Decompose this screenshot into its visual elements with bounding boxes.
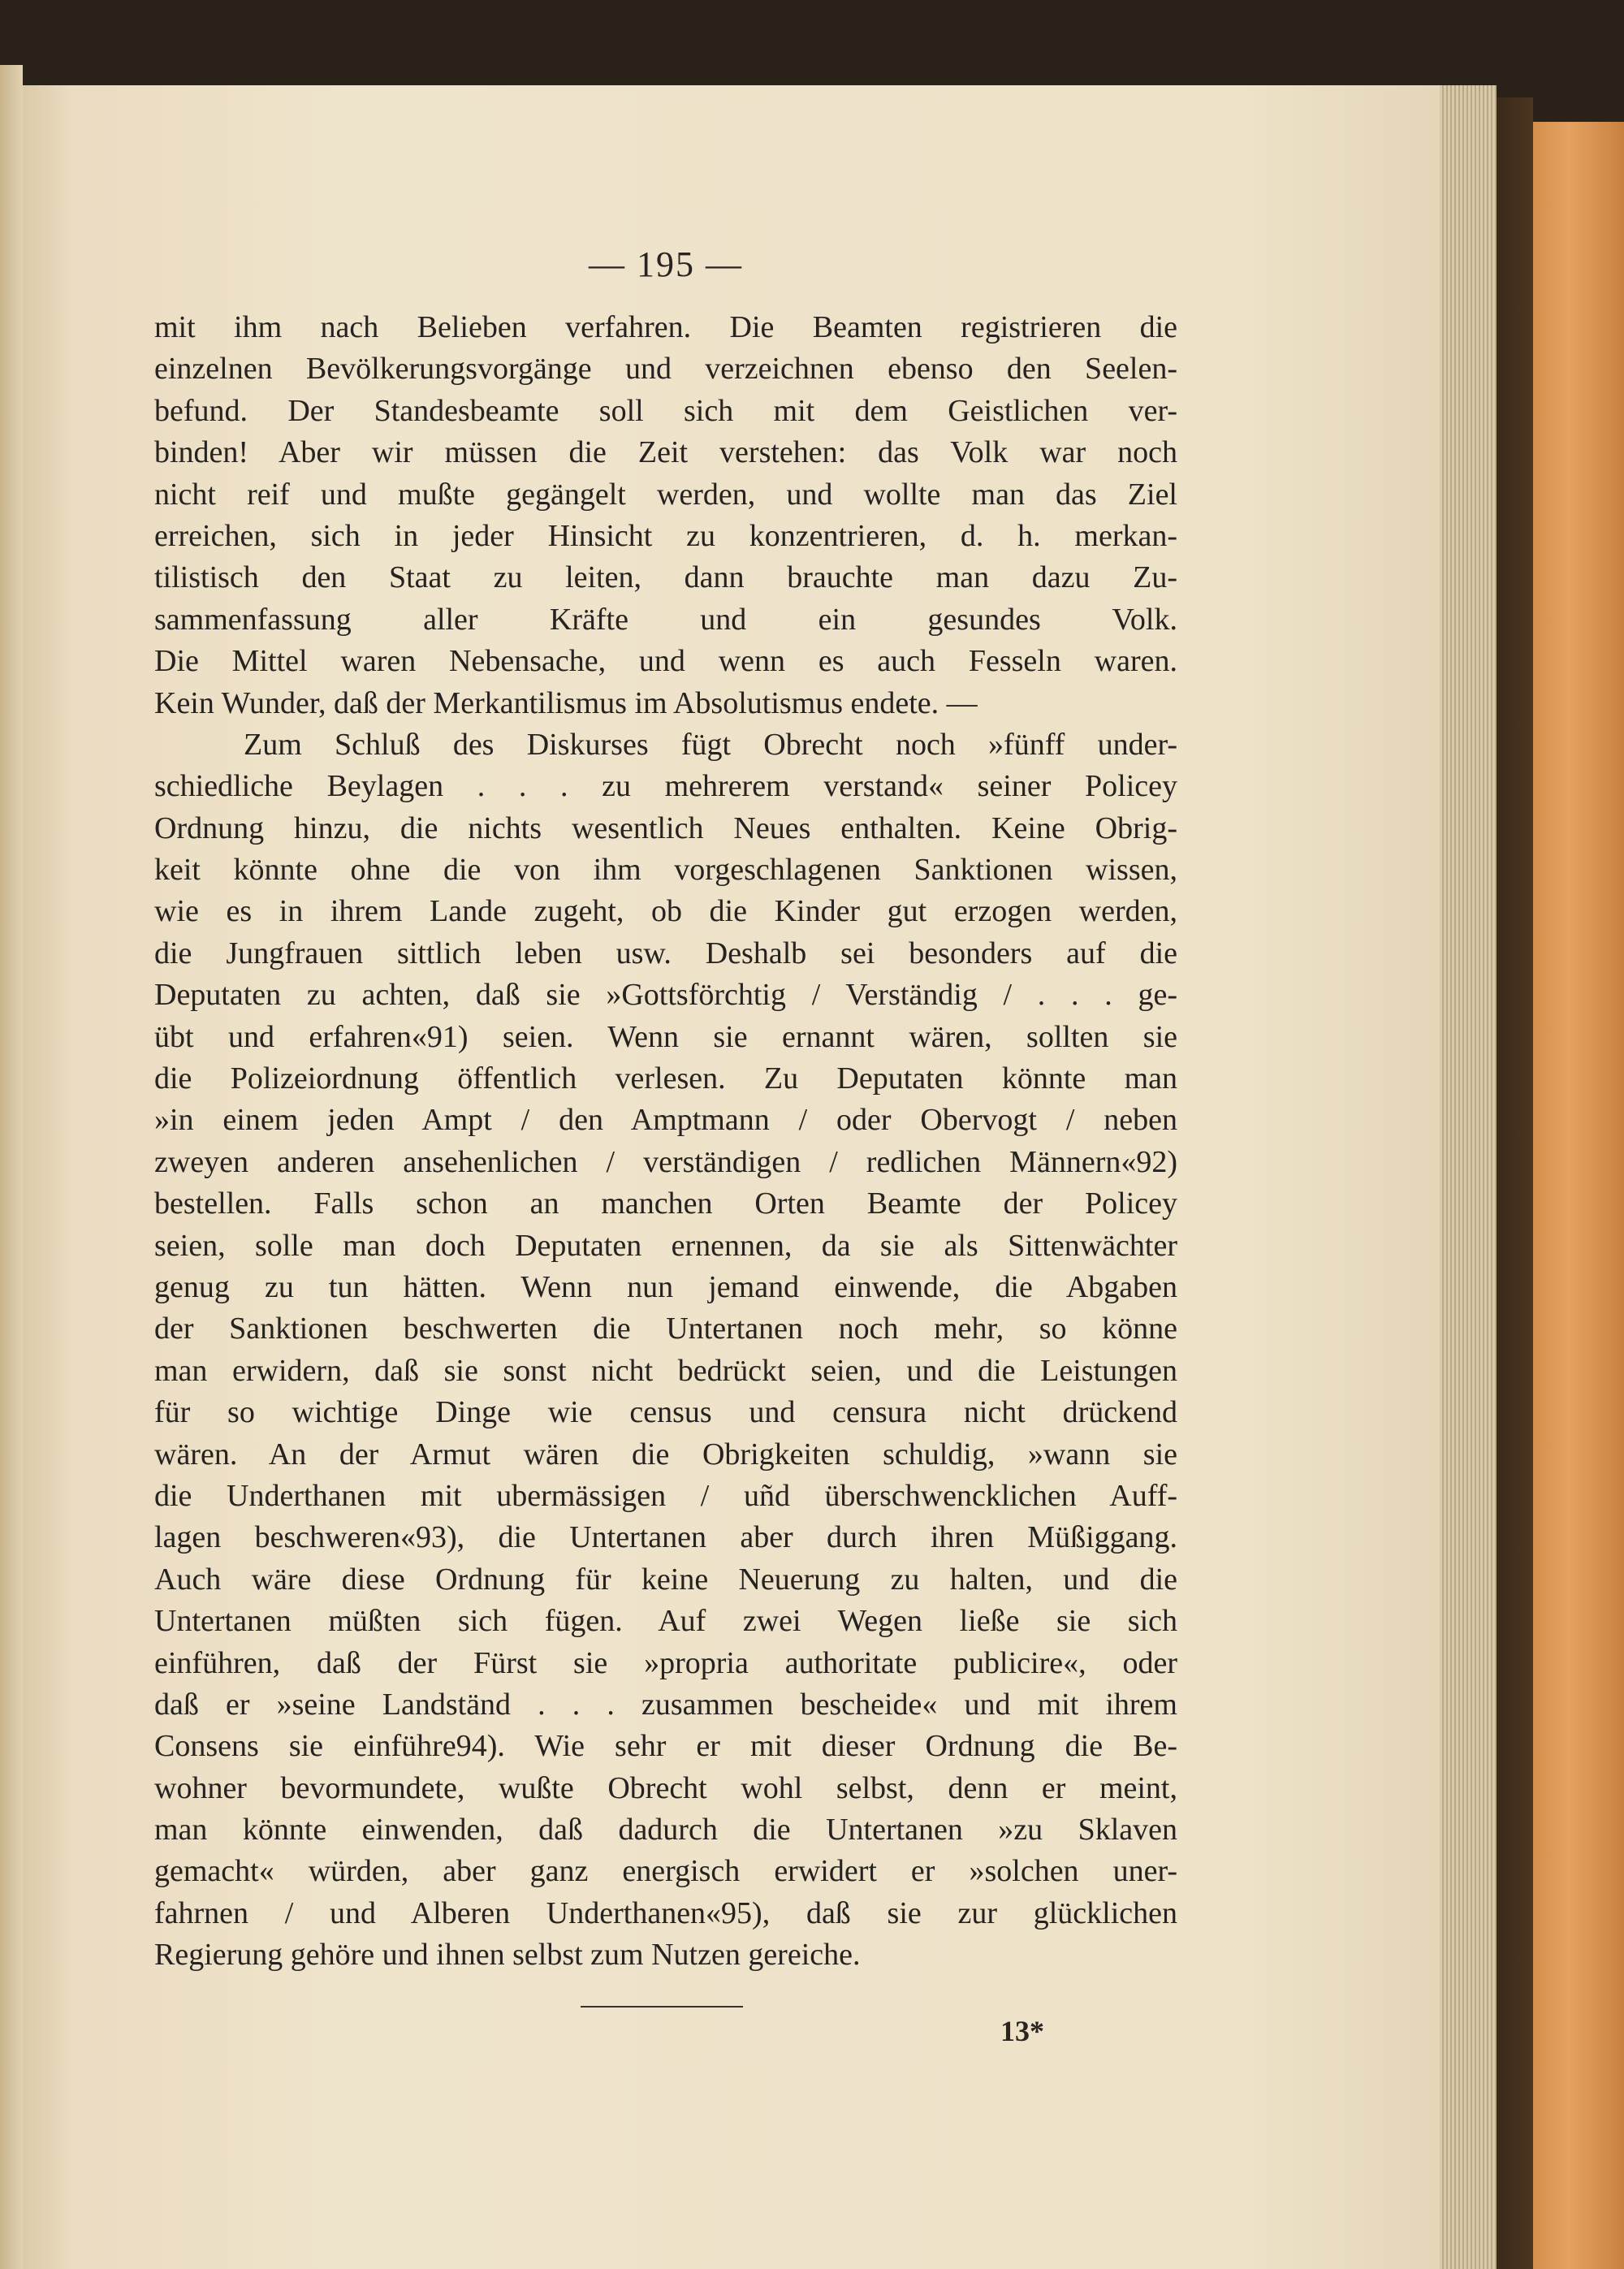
text-line: Kein Wunder, daß der Merkantilismus im Absolutismus endete. —	[154, 685, 978, 720]
text-line: fahrnen / und Alberen Underthanen«95), daß sie zur glücklichen	[154, 1895, 1177, 1930]
text-line: man erwidern, daß sie sonst nicht bedrückt seien, und die Leistungen	[154, 1353, 1177, 1388]
text-line: Deputaten zu achten, daß sie »Gottsförchtig / Verständig / . . . ge-	[154, 978, 1177, 1013]
text-line: einzelnen Bevölkerungsvorgänge und verzeichnen ebenso den Seelen-	[154, 352, 1177, 387]
text-line: Die Mittel waren Nebensache, und wenn es auch Fesseln waren.	[154, 644, 1177, 679]
text-line: wären. An der Armut wären die Obrigkeiten schuldig, »wann sie	[154, 1437, 1177, 1472]
book-cover	[1497, 97, 1533, 2269]
text-line: die Underthanen mit ubermässigen / uñd überschwencklichen Auff-	[154, 1478, 1177, 1513]
text-line: tilistisch den Staat zu leiten, dann brauchte man dazu Zu-	[154, 560, 1177, 595]
text-line: seien, solle man doch Deputaten ernennen, da sie als Sittenwächter	[154, 1228, 1177, 1263]
text-line: gemacht« würden, aber ganz energisch erwidert er »solchen uner-	[154, 1854, 1177, 1889]
cover-edge	[1533, 122, 1624, 2269]
text-line: der Sanktionen beschwerten die Untertanen noch mehr, so könne	[154, 1312, 1177, 1346]
text-line: wohner bevormundete, wußte Obrecht wohl selbst, denn er meint,	[154, 1770, 1177, 1805]
text-line: nicht reif und mußte gegängelt werden, und wollte man das Ziel	[154, 477, 1177, 512]
text-line: binden! Aber wir müssen die Zeit verstehen: das Volk war noch	[154, 435, 1177, 470]
text-line: Auch wäre diese Ordnung für keine Neuerung zu halten, und die	[154, 1562, 1177, 1597]
page-number: — 195 —	[589, 244, 743, 284]
footnote-rule	[581, 2006, 743, 2008]
text-line: genug zu tun hätten. Wenn nun jemand einwende, die Abgaben	[154, 1269, 1177, 1304]
text-line: die Jungfrauen sittlich leben usw. Deshalb sei besonders auf die	[154, 936, 1177, 970]
text-line: Consens sie einführe94). Wie sehr er mit dieser Ordnung die Be-	[154, 1729, 1177, 1764]
text-line: zweyen anderen ansehenlichen / verständigen / redlichen Männern«92)	[154, 1144, 1177, 1179]
text-line: übt und erfahren«91) seien. Wenn sie ernannt wären, sollten sie	[154, 1019, 1177, 1054]
text-line: man könnte einwenden, daß dadurch die Untertanen »zu Sklaven	[154, 1813, 1177, 1848]
left-page-edge	[0, 65, 23, 2269]
text-line: einführen, daß der Fürst sie »propria authoritate publicire«, oder	[154, 1645, 1177, 1680]
text-line: die Polizeiordnung öffentlich verlesen. Zu Deputaten könnte man	[154, 1061, 1177, 1096]
text-line: keit könnte ohne die von ihm vorgeschlagenen Sanktionen wissen,	[154, 853, 1177, 888]
body-text	[154, 307, 1177, 1977]
text-line: Zum Schluß des Diskurses fügt Obrecht noch »fünff under-	[244, 727, 1177, 762]
text-line: befund. Der Standesbeamte soll sich mit dem Geistlichen ver-	[154, 393, 1177, 428]
page-stack-edge	[1440, 85, 1497, 2269]
text-line: »in einem jeden Ampt / den Amptmann / oder Obervogt / neben	[154, 1103, 1177, 1138]
text-line: wie es in ihrem Lande zugeht, ob die Kinder gut erzogen werden,	[154, 894, 1177, 929]
text-line: für so wichtige Dinge wie census und censura nicht drückend	[154, 1395, 1177, 1430]
text-line: Untertanen müßten sich fügen. Auf zwei Wegen ließe sie sich	[154, 1604, 1177, 1639]
text-line: daß er »seine Landständ . . . zusammen bescheide« und mit ihrem	[154, 1687, 1177, 1722]
text-line: bestellen. Falls schon an manchen Orten Beamte der Policey	[154, 1186, 1177, 1221]
text-line: sammenfassung aller Kräfte und ein gesundes Volk.	[154, 602, 1177, 637]
text-line: schiedliche Beylagen . . . zu mehrerem verstand« seiner Policey	[154, 769, 1177, 804]
text-line: Regierung gehöre und ihnen selbst zum Nutzen gereiche.	[154, 1938, 861, 1973]
text-line: mit ihm nach Belieben verfahren. Die Beamten registrieren die	[154, 310, 1177, 344]
text-line: erreichen, sich in jeder Hinsicht zu konzentrieren, d. h. merkan-	[154, 518, 1177, 553]
text-line: lagen beschweren«93), die Untertanen aber durch ihren Müßiggang.	[154, 1520, 1177, 1555]
sheet-signature: 13*	[1000, 2015, 1044, 2047]
text-line: Ordnung hinzu, die nichts wesentlich Neues enthalten. Keine Obrig-	[154, 810, 1177, 845]
